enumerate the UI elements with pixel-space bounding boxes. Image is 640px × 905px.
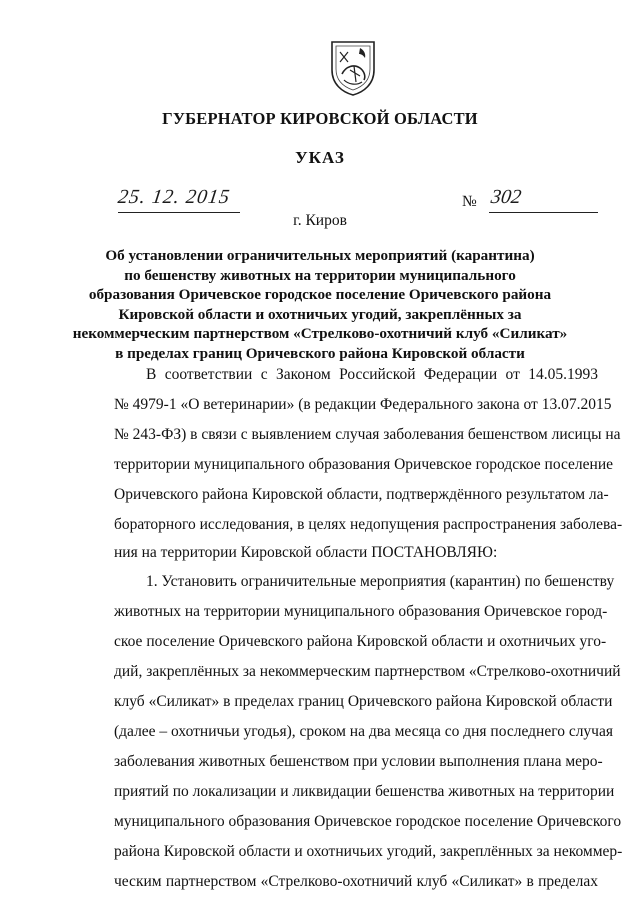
body-line: ния на территории Кировской области ПОСТАНОВЛЯЮ: — [114, 544, 498, 561]
body-line: ское поселение Оричевского района Кировской области и охотничьих уго- — [114, 633, 607, 650]
body-line: ческим партнерством «Стрелково-охотничий клуб «Силикат» в пределах — [114, 873, 598, 890]
body-line: приятий по локализации и ликвидации бешенства животных на территории — [114, 783, 615, 800]
title-line: Об установлении ограничительных мероприятий (карантина) — [105, 247, 535, 264]
body-line: района Кировской области и охотничьих угодий, закреплённых за некоммер- — [114, 843, 623, 860]
body-line: (далее – охотничьи угодья), сроком на два месяца со дня последнего случая — [114, 723, 613, 740]
body-line: территории муниципального образования Оричевское городское поселение — [114, 456, 614, 473]
body-line: муниципального образования Оричевское городское поселение Оричевского — [114, 813, 622, 830]
title-line: некоммерческим партнерством «Стрелково-охотничий клуб «Силикат» — [72, 325, 568, 343]
document-title — [0, 246, 640, 364]
body-line: Оричевского района Кировской области, подтверждённого результатом ла- — [114, 486, 609, 503]
body-line: дий, закреплённых за некоммерческим партнерством «Стрелково-охотничий — [114, 663, 621, 680]
body-line: бораторного исследования, в целях недопущения распространения заболева- — [114, 516, 623, 533]
body-line: В соответствии с Законом Российской Федерации от 14.05.1993 — [146, 366, 598, 383]
handwritten-date: 25. 12. 2015 — [116, 186, 232, 208]
city: г. Киров — [293, 212, 347, 229]
body-line: № 4979-1 «О ветеринарии» (в редакции Федерального закона от 13.07.2015 — [114, 396, 612, 413]
title-line: в пределах границ Оричевского района Кировской области — [115, 344, 525, 362]
body-line: заболевания животных бешенством при условии выполнения плана меро- — [114, 753, 603, 770]
body-line: клуб «Силикат» в пределах границ Оричевского района Кировской области — [114, 693, 613, 710]
handwritten-number: 302 — [489, 186, 523, 208]
document-type: УКАЗ — [295, 148, 345, 167]
number-field — [489, 188, 598, 213]
title-line: по бешенству животных на территории муниципального — [124, 266, 516, 284]
body-line: животных на территории муниципального образования Оричевское город- — [114, 603, 608, 620]
body-line: № 243-ФЗ) в связи с выявлением случая заболевания бешенством лисицы на — [114, 426, 621, 443]
number-label: № — [462, 193, 477, 210]
date-field — [118, 188, 240, 213]
title-line: образования Оричевское городское поселение Оричевского района — [88, 286, 552, 304]
issuing-authority: ГУБЕРНАТОР КИРОВСКОЙ ОБЛАСТИ — [162, 109, 478, 128]
title-line: Кировской области и охотничьих угодий, закреплённых за — [118, 305, 522, 323]
body-line: 1. Установить ограничительные мероприятия (карантин) по бешенству — [146, 573, 615, 590]
coat-of-arms-emblem — [330, 40, 376, 96]
